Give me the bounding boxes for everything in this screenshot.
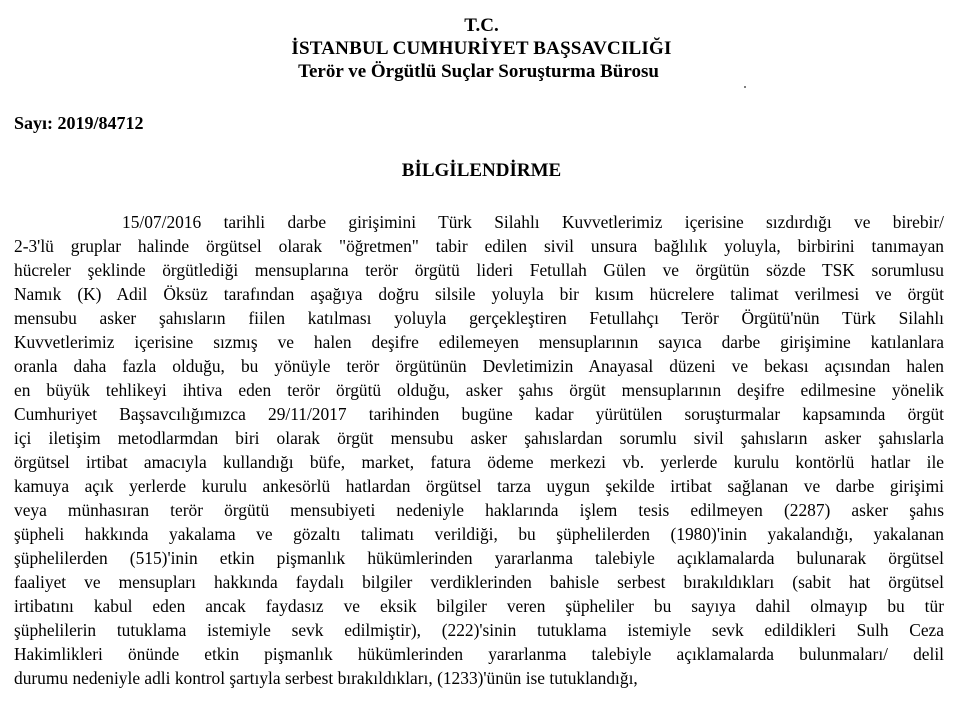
header-line-bureau: Terör ve Örgütlü Suçlar Soruşturma Bürosu — [298, 61, 659, 82]
body-line: Namık (K) Adil Öksüz tarafından aşağıya doğru silsile yoluyla bir kısım hücrelere talimat verilmesi ve örgüt — [14, 284, 944, 304]
body-line: Cumhuriyet Başsavcılığımızca 29/11/2017 tarihinden bugüne kadar yürütülen soruşturmalar kapsamında örgüt — [14, 404, 944, 424]
document-header — [0, 14, 955, 83]
body-line: şüpheli hakkında yakalama ve gözaltı talimatı verildiği, bu şüphelilerden (1980)'inin yakalandığı, yakalanan — [14, 524, 944, 544]
body-line: durumu nedeniyle adli kontrol şartıyla serbest bırakıldıkları, (1233)'ünün ise tutuklandığı, — [14, 668, 638, 688]
body-line: örgütsel irtibat amacıyla kullandığı büfe, market, fatura ödeme merkezi vb. yerlerde kurulu kontörlü hatlar ile — [14, 452, 944, 472]
body-line: irtibatını kabul eden ancak faydasız ve eksik bilgiler veren şüpheliler bu sayıya dahil olmayıp bu tür — [14, 596, 944, 616]
body-line: veya münhasıran terör örgütü mensubiyeti nedeniyle haklarında işlem tesis edilmeyen (2287) asker şahıs — [14, 500, 944, 520]
document-body — [14, 210, 944, 690]
body-line: Kuvvetlerimiz içerisine sızmış ve halen deşifre edilemeyen mensuplarının sayıca darbe girişimine katılanlara — [14, 332, 944, 352]
body-line: 2-3'lü gruplar halinde örgütsel olarak "öğretmen" tabir edilen sivil unsura bağlılık yoluyla, birbirini tanımayan — [14, 236, 944, 256]
document-title: BİLGİLENDİRME — [401, 160, 562, 181]
body-line: oranla daha fazla olduğu, bu yönüyle terör örgütünün Devletimizin Anayasal düzeni ve bekası açısından halen — [14, 356, 944, 376]
body-line: 15/07/2016 tarihli darbe girişimini Türk Silahlı Kuvvetlerimiz içerisine sızdırdığı ve birebir/ — [122, 212, 944, 232]
body-line: içi iletişim metodlarmdan biri olarak örgüt mensubu asker şahıslardan sorumlu sivil şahısların asker şahıslarla — [14, 428, 944, 448]
body-line: kamuya açık yerlerde kurulu ankesörlü hatlardan örgütsel tarza uygun şekilde irtibat sağlanan ve darbe girişimi — [14, 476, 944, 496]
body-line: mensubu asker şahısların fiilen katılması yoluyla gerçekleştiren Fetullahçı Terör Örgütü'nün Türk Silahlı — [14, 308, 944, 328]
body-line: şüphelilerin tutuklama istemiyle sevk edilmiştir), (222)'sinin tutuklama istemiyle sevk edildikleri Sulh Ceza — [14, 620, 944, 640]
body-line: faaliyet ve mensupları hakkında faydalı bilgiler verdiklerinden bahisle serbest bırakıldıkları (sabit hat örgütsel — [14, 572, 944, 592]
scan-speck — [744, 86, 746, 88]
header-line-tc: T.C. — [464, 15, 499, 36]
header-line-office: İSTANBUL CUMHURİYET BAŞSAVCILIĞI — [291, 38, 672, 59]
document-number: Sayı: 2019/84712 — [14, 113, 144, 133]
body-line: şüphelilerden (515)'inin etkin pişmanlık hükümlerinden yararlanma talebiyle açıklamalarda bulunarak örgütsel — [14, 548, 944, 568]
body-line: en büyük tehlikeyi ihtiva eden terör örgütü olduğu, asker şahıs örgüt mensuplarının deşifre edilmesine yönelik — [14, 380, 944, 400]
body-line: Hakimlikleri önünde etkin pişmanlık hükümlerinden yararlanma talebiyle açıklamalarda bulunmaları/ delil — [14, 644, 944, 664]
body-line: hücreler şeklinde örgütlediği mensuplarına terör örgütü lideri Fetullah Gülen ve örgütün sözde TSK sorumlusu — [14, 260, 944, 280]
